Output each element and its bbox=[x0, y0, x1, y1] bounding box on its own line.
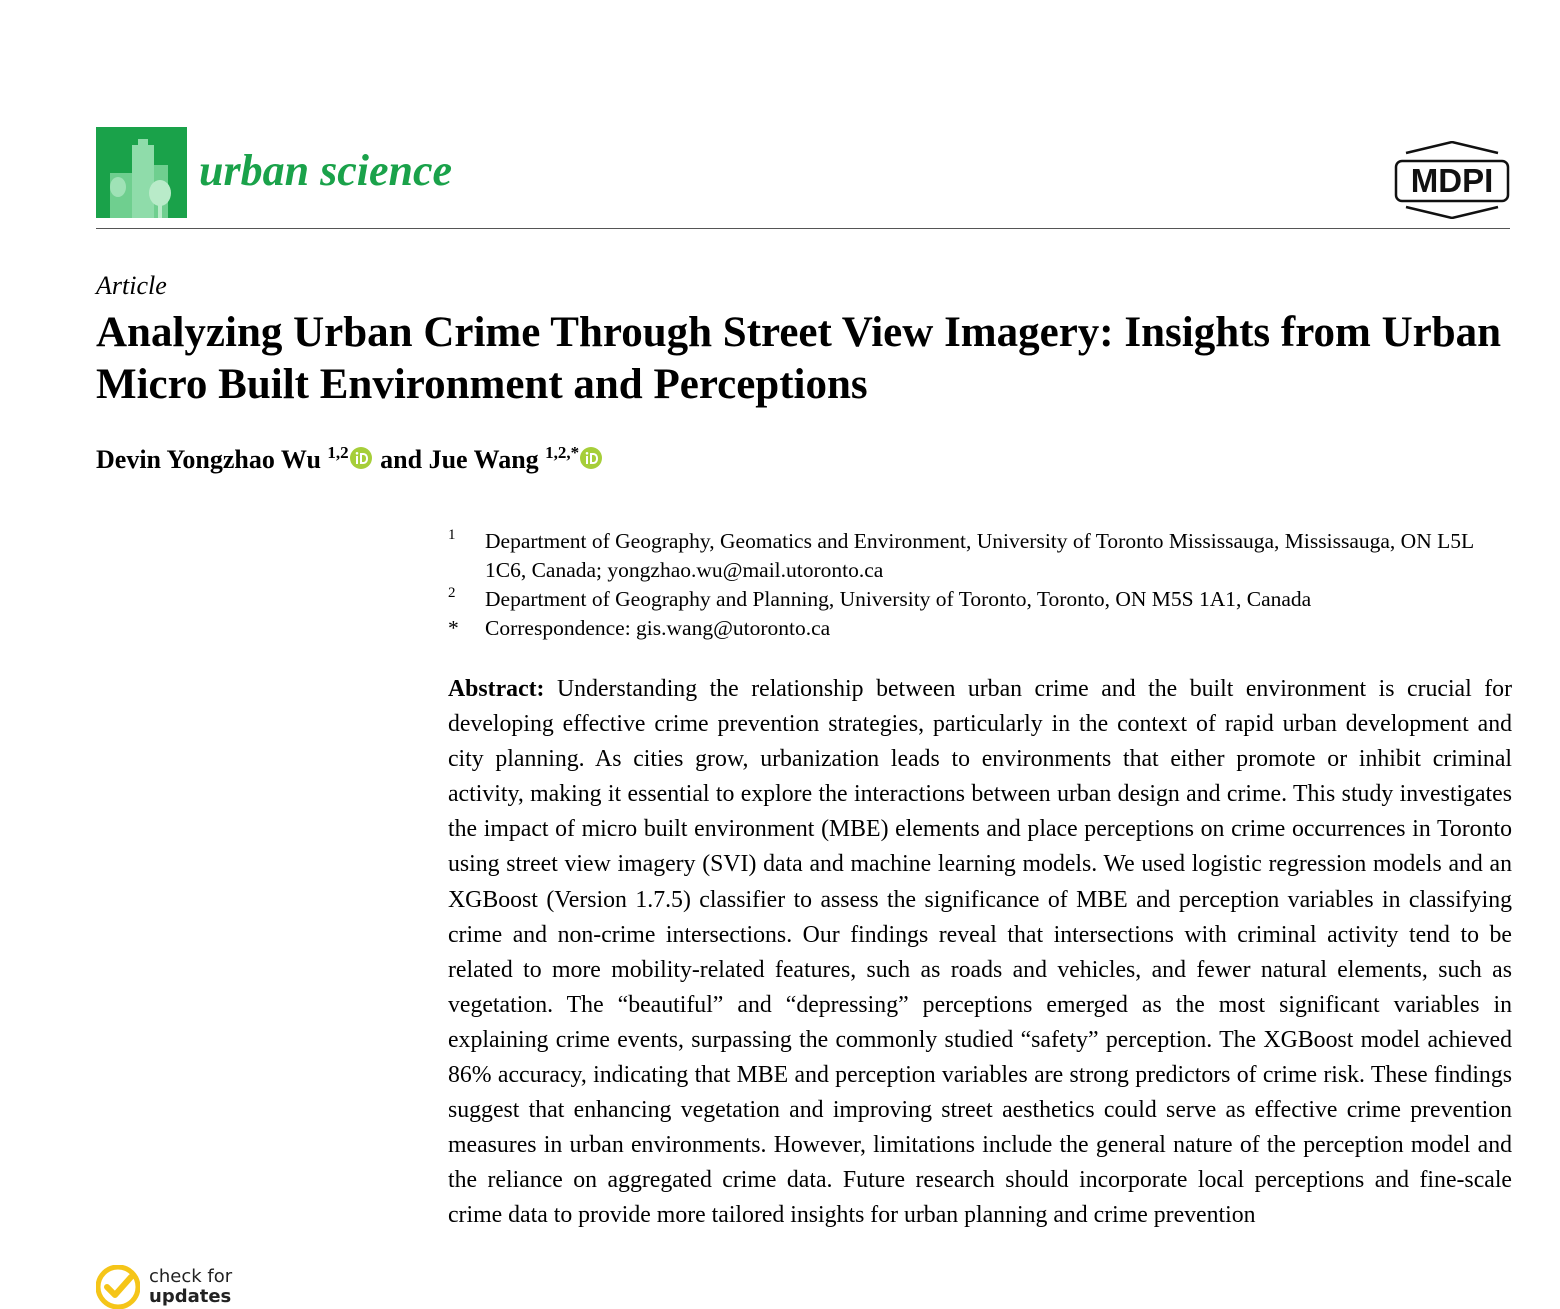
publisher-name: MDPI bbox=[1410, 162, 1494, 199]
affiliation-item bbox=[448, 585, 1518, 614]
affiliation-marker: 2 bbox=[448, 585, 456, 601]
check-updates-line1: check for bbox=[149, 1266, 233, 1287]
author-list bbox=[96, 442, 604, 478]
article-type: Article bbox=[96, 271, 167, 300]
author-conjunction: and bbox=[380, 445, 423, 474]
affiliation-item bbox=[448, 614, 1518, 643]
journal-name: urban science bbox=[199, 146, 452, 195]
orcid-icon[interactable] bbox=[580, 447, 602, 469]
affiliation-text: Department of Geography, Geomatics and Environment, University of Toronto Mississauga, Mississauga, ON L5L 1C6, Canada; yongzhao.wu@mail.utoronto.ca bbox=[485, 529, 1474, 582]
publisher-logo-icon bbox=[1394, 141, 1510, 219]
author-affiliation-marks: 1,2 bbox=[327, 443, 349, 462]
journal-logo-icon bbox=[96, 127, 187, 218]
correspondence-text: Correspondence: gis.wang@utoronto.ca bbox=[485, 616, 831, 640]
affiliation-text: Department of Geography and Planning, University of Toronto, Toronto, ON M5S 1A1, Canada bbox=[485, 587, 1312, 611]
check-updates-line2: updates bbox=[149, 1286, 232, 1307]
checkmark-icon bbox=[96, 1265, 140, 1309]
orcid-icon[interactable] bbox=[350, 447, 372, 469]
author-affiliation-marks: 1,2,* bbox=[545, 443, 580, 462]
abstract bbox=[448, 672, 1512, 1234]
affiliation-item bbox=[448, 527, 1518, 585]
journal-header bbox=[96, 127, 1510, 219]
affiliation-marker: * bbox=[448, 616, 459, 640]
abstract-label: Abstract: bbox=[448, 676, 545, 702]
paper-title: Analyzing Urban Crime Through Street View Imagery: Insights from Urban Micro Built Environment and Perceptions bbox=[96, 309, 1502, 408]
header-divider bbox=[96, 228, 1510, 229]
author-name: Jue Wang bbox=[428, 445, 539, 474]
author-name: Devin Yongzhao Wu bbox=[96, 445, 321, 474]
abstract-text: Understanding the relationship between urban crime and the built environment is crucial for developing effective crime prevention strategies, particularly in the context of rapid urban development and city planning. As cities grow, urbanization leads to environments that either promote or inhibit criminal activity, making it essential to explore the interactions between urban design and crime. This study investigates the impact of micro built environment (MBE) elements and place perceptions on crime occurrences in Toronto using street view imagery (SVI) data and machine learning models. We used logistic regression models and an XGBoost (Version 1.7.5) classifier to assess the significance of MBE and perception variables in classifying crime and non-crime intersections. Our findings reveal that intersections with criminal activity tend to be related to more mobility-related features, such as roads and vehicles, and fewer natural elements, such as vegetation. The “beautiful” and “depressing” perceptions emerged as the most significant variables in explaining crime events, surpassing the commonly studied “safety” perception. The XGBoost model achieved 86% accuracy, indicating that MBE and perception variables are strong predictors of crime risk. These findings suggest that enhancing vegetation and improving street aesthetics could serve as effective crime prevention measures in urban environments. However, limitations include the general nature of the perception model and the reliance on aggregated crime data. Future research should incorporate local perceptions and fine-scale crime data to provide more tailored insights for urban planning and crime prevention bbox=[448, 676, 1512, 1229]
check-for-updates-button[interactable] bbox=[96, 1263, 246, 1309]
affiliation-marker: 1 bbox=[448, 527, 456, 543]
affiliations bbox=[448, 527, 1518, 643]
